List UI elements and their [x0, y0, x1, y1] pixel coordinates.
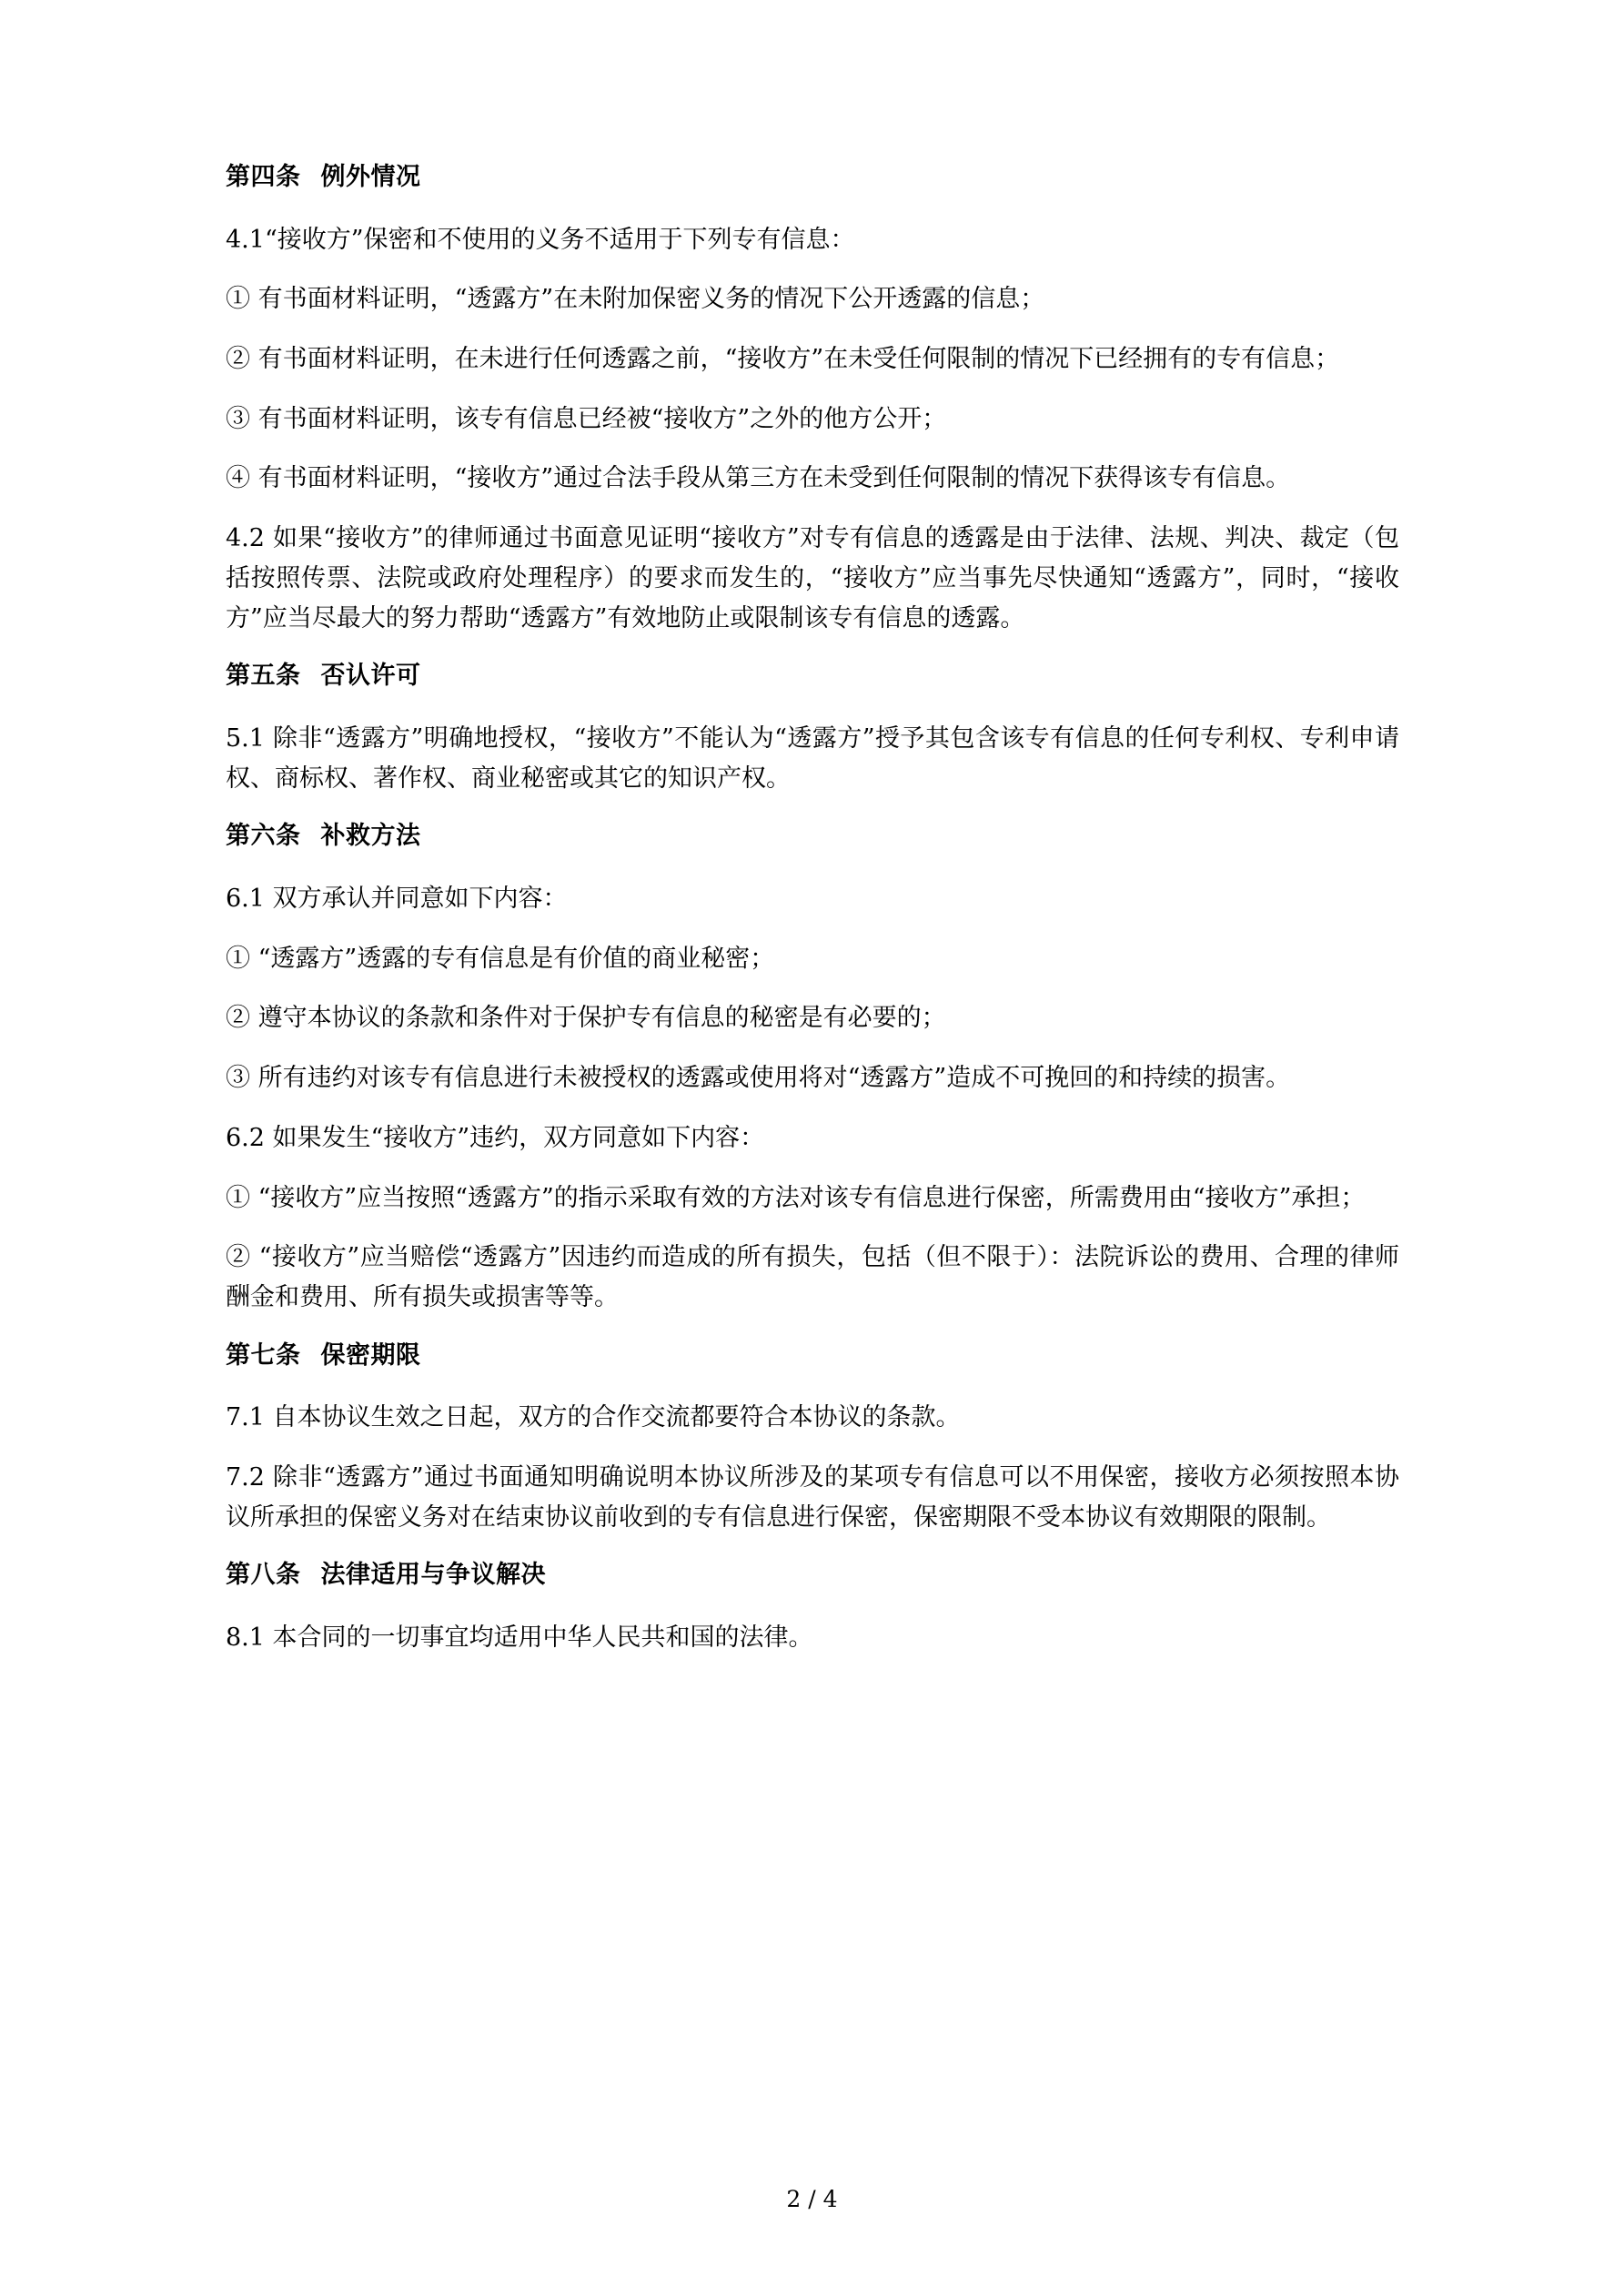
paragraph-6-2: 6.2 如果发生“接收方”违约，双方同意如下内容：: [226, 1123, 765, 1152]
section-number-6: 第六条: [226, 822, 301, 851]
paragraph-7-1: 7.1 自本协议生效之日起，双方的合作交流都要符合本协议的条款。: [226, 1403, 961, 1432]
paragraph-6-1-item-2: ② 遵守本协议的条款和条件对于保护专有信息的秘密是有必要的；: [226, 1004, 946, 1033]
paragraph-4-item-4: ④ 有书面材料证明，“接收方”通过合法手段从第三方在未受到任何限制的情况下获得该专有信息。: [226, 464, 1291, 493]
section-number-8: 第八条: [226, 1561, 301, 1590]
paragraph-4-item-1: ① 有书面材料证明，“透露方”在未附加保密义务的情况下公开透露的信息；: [226, 285, 1045, 314]
section-heading-8: [226, 1557, 1399, 1594]
section-heading-5: [226, 658, 1399, 695]
section-title-4: 例外情况: [320, 163, 421, 191]
paragraph-5-1: 5.1 除非“透露方”明确地授权，“接收方”不能认为“透露方”授予其包含该专有信息的任何专利权、专利申请权、商标权、著作权、商业秘密或其它的知识产权。: [226, 723, 1399, 793]
document-body: [226, 159, 1399, 1658]
paragraph-6-1-item-1: ① “透露方”透露的专有信息是有价值的商业秘密；: [226, 944, 775, 973]
paragraph-6-1-item-3: ③ 所有违约对该专有信息进行未被授权的透露或使用将对“透露方”造成不可挽回的和持续的损害。: [226, 1064, 1291, 1093]
section-title-7: 保密期限: [320, 1340, 421, 1370]
section-title-5: 否认许可: [320, 662, 421, 691]
section-heading-7: [226, 1338, 1399, 1375]
paragraph-4-item-2: ② 有书面材料证明，在未进行任何透露之前，“接收方”在未受任何限制的情况下已经拥有的专有信息；: [226, 344, 1340, 373]
section-number-5: 第五条: [226, 662, 301, 691]
section-title-8: 法律适用与争议解决: [320, 1561, 546, 1590]
section-heading-4: [226, 159, 1399, 197]
section-number-4: 第四条: [226, 163, 301, 191]
paragraph-6-2-item-2: ② “接收方”应当赔偿“透露方”因违约而造成的所有损失，包括（但不限于）：法院诉讼的费用、合理的律师酬金和费用、所有损失或损害等等。: [226, 1243, 1399, 1311]
section-title-6: 补救方法: [320, 822, 421, 851]
paragraph-4-2: 4.2 如果“接收方”的律师通过书面意见证明“接收方”对专有信息的透露是由于法律、法规、判决、裁定（包括按照传票、法院或政府处理程序）的要求而发生的，“接收方”应当事先尽快通知“透露方”，同时，“接收方”应当尽最大的努力帮助“透露方”有效地防止或限制该专有信息的透露。: [226, 524, 1399, 632]
section-number-7: 第七条: [226, 1340, 301, 1370]
paragraph-6-2-item-1: ① “接收方”应当按照“透露方”的指示采取有效的方法对该专有信息进行保密，所需费用由“接收方”承担；: [226, 1183, 1366, 1212]
paragraph-8-1: 8.1 本合同的一切事宜均适用中华人民共和国的法律。: [226, 1623, 813, 1652]
page-footer: 2 / 4: [786, 2186, 838, 2212]
section-heading-6: [226, 818, 1399, 855]
paragraph-6-1: 6.1 双方承认并同意如下内容：: [226, 884, 568, 913]
paragraph-4-item-3: ③ 有书面材料证明，该专有信息已经被“接收方”之外的他方公开；: [226, 404, 947, 433]
paragraph-4-1: 4.1“接收方”保密和不使用的义务不适用于下列专有信息：: [226, 225, 855, 254]
paragraph-7-2: 7.2 除非“透露方”通过书面通知明确说明本协议所涉及的某项专有信息可以不用保密，接收方必须按照本协议所承担的保密义务对在结束协议前收到的专有信息进行保密，保密期限不受本协议有效期限的限制。: [226, 1462, 1399, 1532]
